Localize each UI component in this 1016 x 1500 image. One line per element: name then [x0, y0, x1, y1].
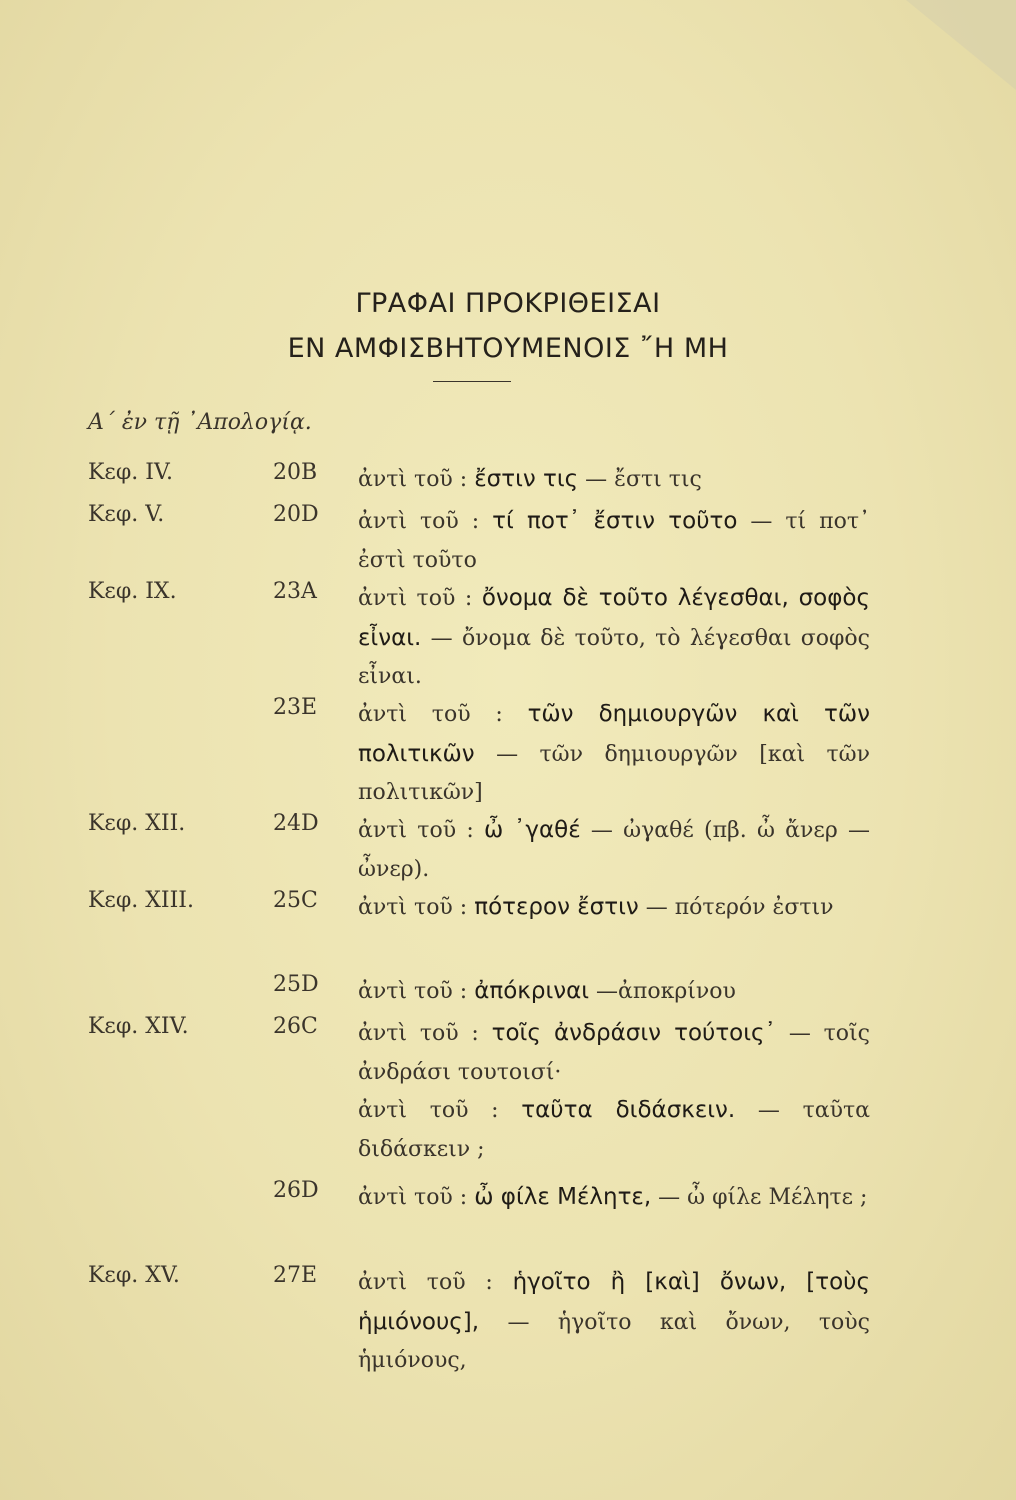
- entry-reference: 23A: [273, 579, 317, 604]
- entry-lead: ἀντὶ τοῦ :: [358, 509, 480, 534]
- entry-chapter: Κεφ. V.: [88, 502, 165, 527]
- entry: [88, 1263, 888, 1383]
- entry-text: [358, 460, 870, 500]
- entry-text: [358, 1014, 870, 1092]
- entry: [88, 460, 888, 502]
- entry-lead: ἀντὶ τοῦ :: [358, 702, 503, 727]
- entry-text: [358, 695, 870, 813]
- entry-lead: ἀντὶ τοῦ :: [358, 895, 468, 920]
- entry-original-reading: ἔστιν τις: [474, 466, 579, 492]
- entry-reference: 20B: [273, 460, 318, 485]
- entry-text: [358, 811, 870, 889]
- entry-lead: ἀντὶ τοῦ :: [358, 1185, 468, 1210]
- entry: [88, 502, 888, 579]
- entry-reference: 26C: [273, 1014, 318, 1039]
- entry-chapter: Κεφ. IX.: [88, 579, 177, 604]
- entry-chapter: Κεφ. XIV.: [88, 1014, 189, 1039]
- entry: [88, 1178, 888, 1263]
- entry-reference: 25D: [273, 972, 319, 997]
- entry-preferred-reading: — τί ποτ᾽ ἐστὶ τοῦτο: [358, 509, 871, 573]
- page-heading-line-2: ΕΝ ΑΜΦΙΣΒΗΤΟΥΜΕΝΟΙΣ ῎Η ΜΗ: [287, 333, 729, 364]
- entry-preferred-reading: — τῶν δημιουργῶν [καὶ τῶν πολιτικῶν]: [358, 741, 870, 805]
- entry-chapter: Κεφ. IV.: [88, 460, 173, 485]
- entry-preferred-reading: —ἀποκρίνου: [596, 979, 736, 1004]
- entry-lead: ἀντὶ τοῦ :: [358, 979, 468, 1004]
- entry-original-reading: τί ποτ᾽ ἔστιν τοῦτο: [492, 508, 738, 534]
- entry-reference: 25C: [273, 888, 318, 913]
- entry-original-reading: τῶν δημιουργῶν καὶ τῶν πολιτικῶν: [358, 701, 871, 767]
- page-fold-corner: [906, 0, 1016, 90]
- entry: [88, 888, 888, 972]
- entry-reference: 23E: [273, 695, 318, 720]
- entry-original-reading: ἀπόκριναι: [474, 978, 590, 1004]
- section-title: Α΄ ἐν τῇ ᾿Απολογίᾳ.: [88, 410, 312, 435]
- entry-original-reading: ἡγοῖτο ἢ [καὶ] ὄνων, [τοὺς ἡμιόνους],: [358, 1269, 870, 1335]
- entry-text: [358, 972, 870, 1012]
- heading-divider: [433, 381, 511, 382]
- entry-reference: 24D: [273, 811, 319, 836]
- entry-original-reading: ταῦτα διδάσκειν.: [521, 1097, 736, 1123]
- entry-preferred-reading: — ταῦτα διδάσκειν ;: [358, 1098, 870, 1162]
- entry-text: [358, 888, 870, 928]
- entry-lead: ἀντὶ τοῦ :: [358, 1021, 479, 1046]
- page-heading-line-1: ΓΡΑΦΑΙ ΠΡΟΚΡΙΘΕΙΣΑΙ: [355, 288, 661, 319]
- entry-preferred-reading: — ὄνομα δὲ τοῦτο, τὸ λέγεσθαι σοφὸς εἶναι.: [358, 625, 870, 689]
- entry-reference: 20D: [273, 502, 319, 527]
- entry-lead: ἀντὶ τοῦ :: [358, 818, 474, 843]
- entry-chapter: Κεφ. XV.: [88, 1263, 180, 1288]
- entry-lead: ἀντὶ τοῦ :: [358, 1098, 499, 1123]
- entry-preferred-reading: — τοῖς ἀνδράσι τουτοισί·: [358, 1021, 870, 1085]
- entry: [88, 972, 888, 1014]
- entry-preferred-reading: — ὦ φίλε Μέλητε ;: [658, 1185, 868, 1210]
- entry-original-reading: τοῖς ἀνδράσιν τούτοις᾽: [491, 1020, 777, 1046]
- entry-text: [358, 502, 870, 580]
- entry-preferred-reading: — ἔστι τις: [585, 467, 702, 492]
- entry-original-reading: ὦ ᾿γαθέ: [484, 817, 581, 843]
- entries-list: [88, 460, 888, 1383]
- entry-preferred-reading: — ὠγαθέ (πβ. ὦ ἄνερ — ὦνερ).: [358, 818, 871, 882]
- entry: [88, 695, 888, 811]
- entry-reference: 26D: [273, 1178, 319, 1203]
- entry-preferred-reading: — ἡγοῖτο καὶ ὄνων, τοὺς ἡμιόνους,: [358, 1309, 870, 1373]
- entry: [88, 1091, 888, 1178]
- entry-chapter: Κεφ. XIII.: [88, 888, 194, 913]
- entry-lead: ἀντὶ τοῦ :: [358, 467, 468, 492]
- entry: [88, 1014, 888, 1091]
- entry-lead: ἀντὶ τοῦ :: [358, 1270, 493, 1295]
- entry-chapter: Κεφ. XII.: [88, 811, 186, 836]
- entry-text: [358, 1091, 870, 1169]
- entry-reference: 27E: [273, 1263, 318, 1288]
- entry-original-reading: πότερον ἔστιν: [474, 894, 639, 920]
- entry-original-reading: ὄνομα δὲ τοῦτο λέγεσθαι, σοφὸς εἶναι.: [358, 585, 870, 651]
- entry: [88, 811, 888, 888]
- entry-lead: ἀντὶ τοῦ :: [358, 586, 473, 611]
- entry-text: [358, 1263, 870, 1381]
- entry-original-reading: ὦ φίλε Μέλητε,: [474, 1184, 652, 1210]
- entry-text: [358, 579, 870, 697]
- entry-text: [358, 1178, 870, 1218]
- entry: [88, 579, 888, 695]
- entry-preferred-reading: — πότερόν ἐστιν: [645, 895, 834, 920]
